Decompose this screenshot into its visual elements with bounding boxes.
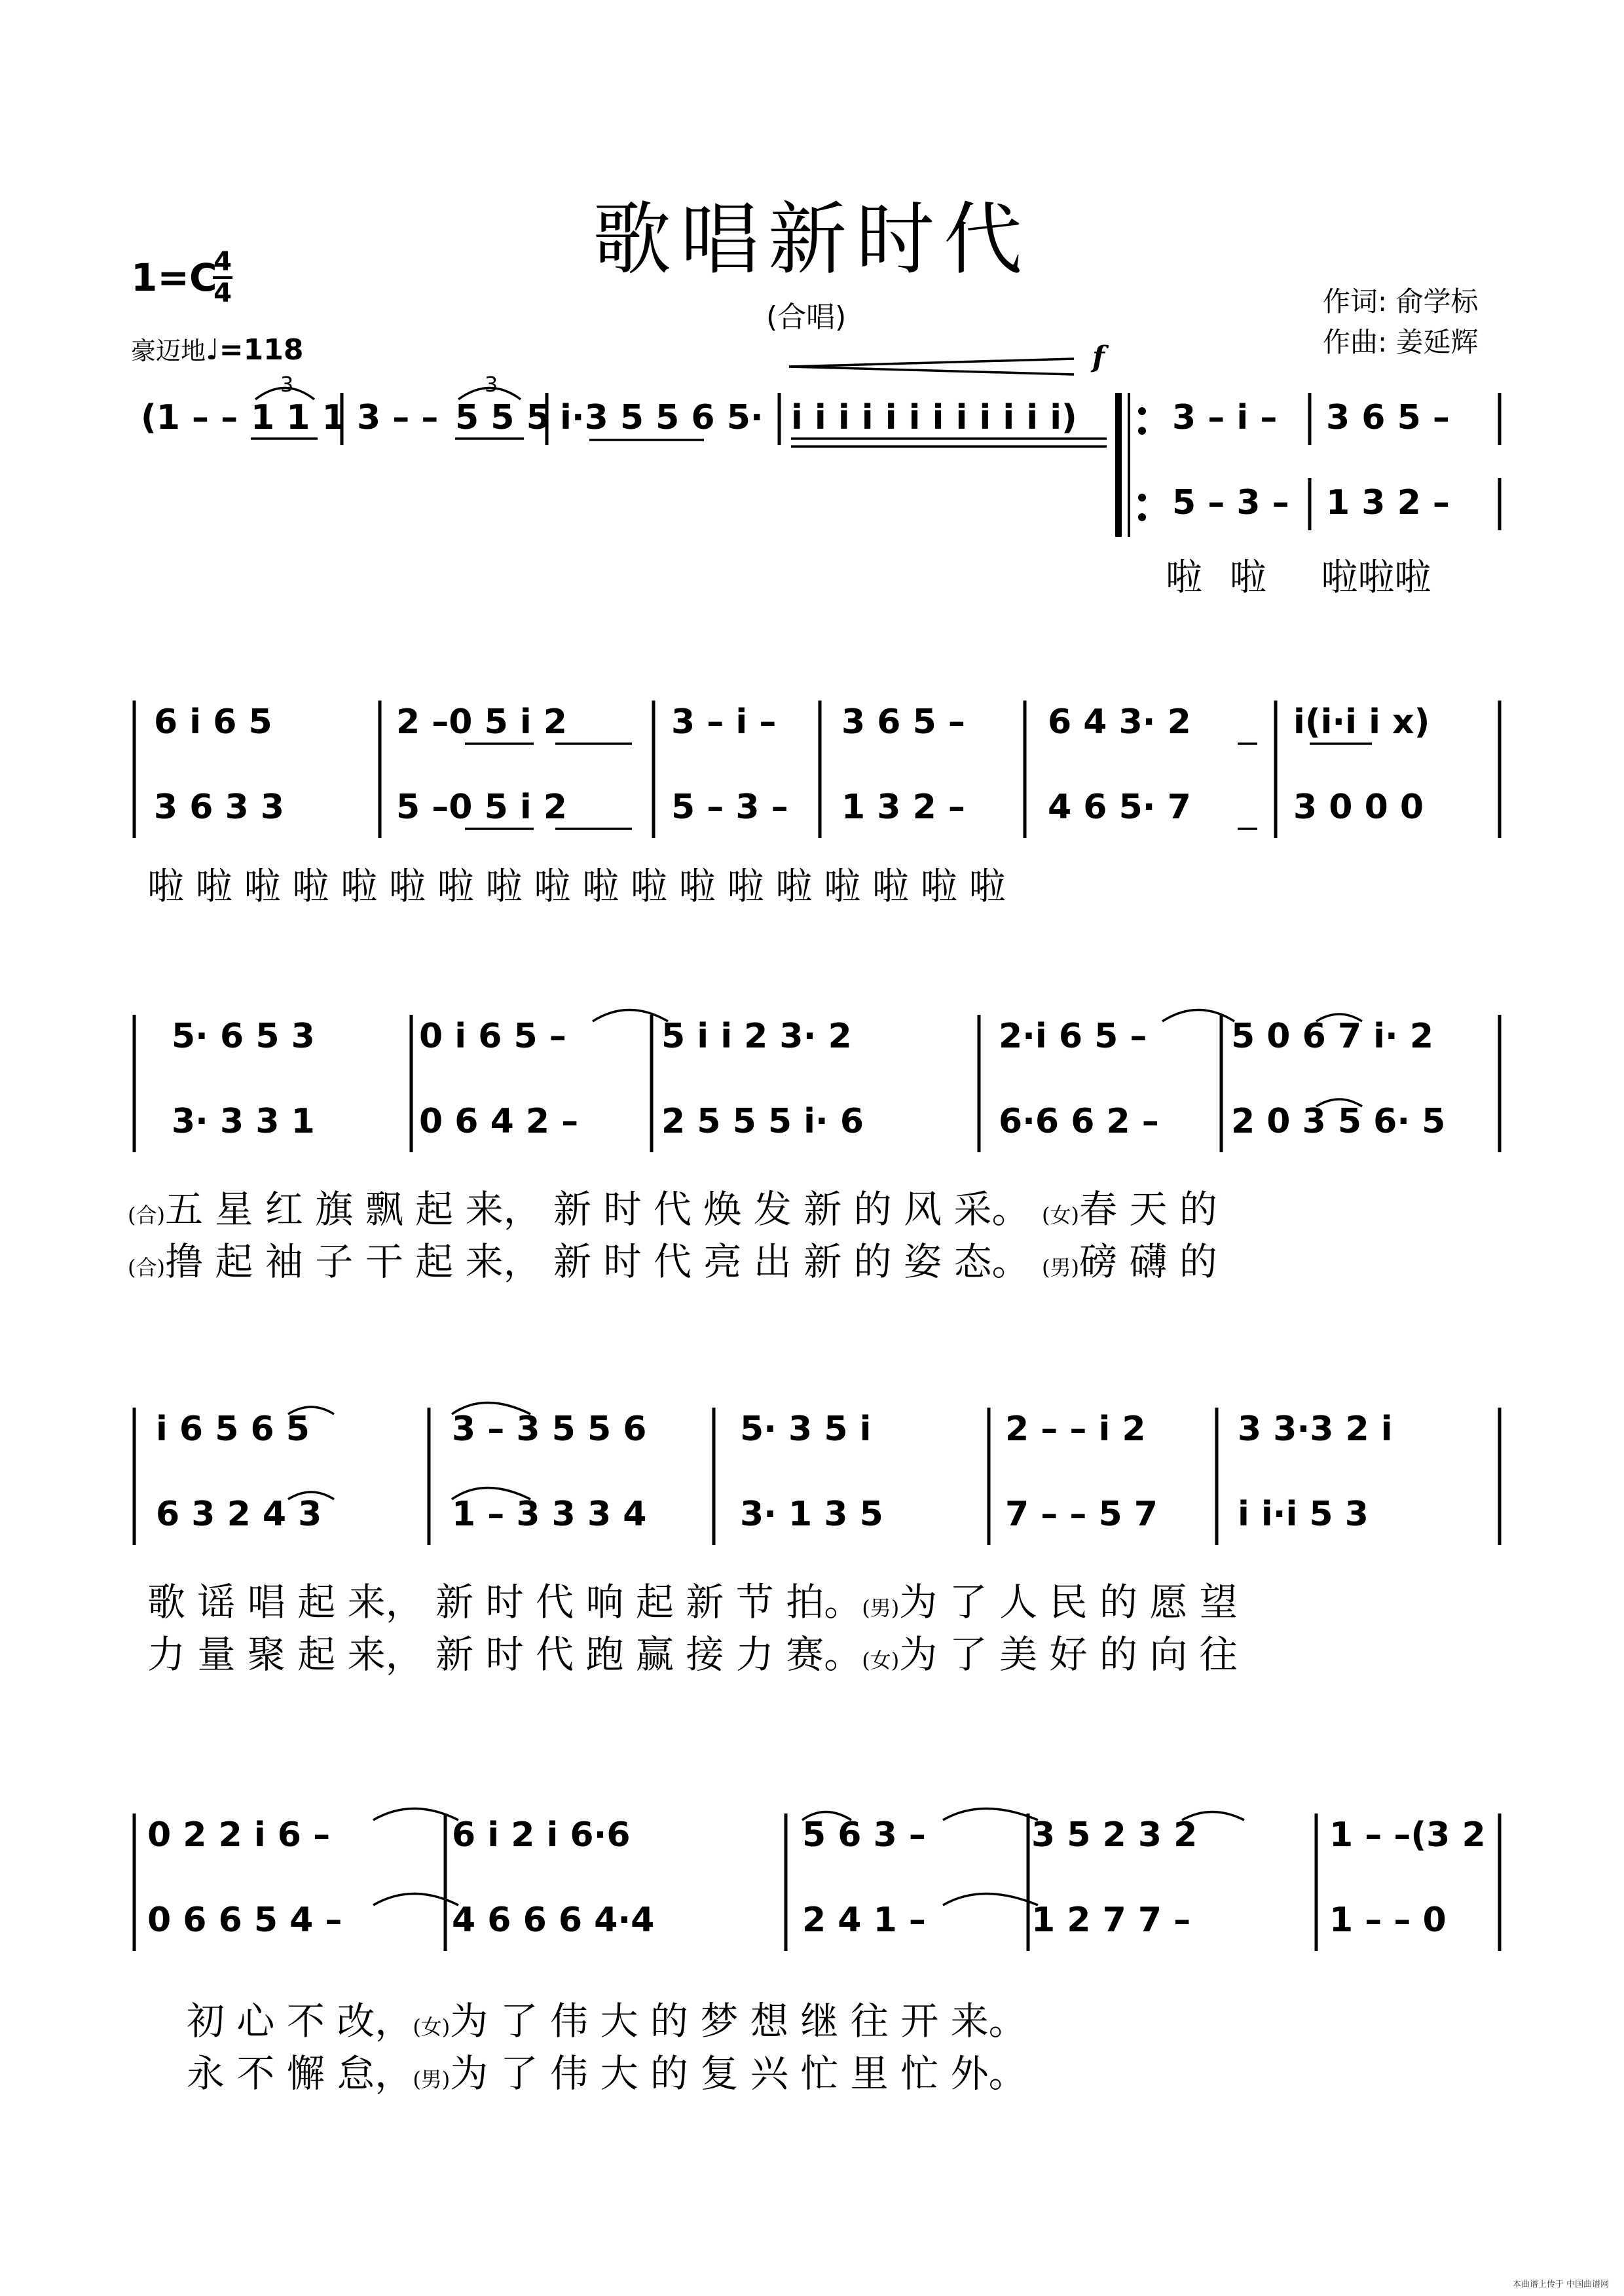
tempo-value: =118 <box>219 333 304 367</box>
system-3 <box>0 995 1624 1178</box>
svg-text:7 – – 5 7: 7 – – 5 7 <box>1005 1495 1158 1534</box>
svg-text:3: 3 <box>485 372 498 397</box>
lyrics-row-4b <box>147 1624 1238 1679</box>
svg-text:4 6 6 6 4·4: 4 6 6 6 4·4 <box>452 1901 655 1940</box>
time-bottom: 4 <box>213 278 232 308</box>
system-5 <box>0 1794 1624 1977</box>
page-title: 歌唱新时代 <box>593 194 1031 285</box>
svg-text:1 1 1: 1 1 1 <box>251 398 346 437</box>
svg-text:2 –0 5 i 2: 2 –0 5 i 2 <box>396 702 567 742</box>
lyric-syllable: 啦 <box>1229 556 1266 599</box>
lyric-line: 初 心 不 改， <box>187 1999 413 2043</box>
voice-tag: (男) <box>862 1595 900 1620</box>
lyrics-row-2: 啦 啦 啦 啦 啦 啦 啦 啦 啦 啦 啦 啦 啦 啦 啦 啦 啦 啦 <box>147 866 1006 908</box>
svg-text:1 – –(3 2: 1 – –(3 2 <box>1329 1815 1486 1855</box>
svg-text:0 2 2 i 6 –: 0 2 2 i 6 – <box>147 1815 331 1855</box>
lyrics-row-1 <box>1166 549 1431 601</box>
svg-text:2·i 6 5 –: 2·i 6 5 – <box>999 1017 1147 1056</box>
voice-tag: (合) <box>128 1203 165 1228</box>
lyricist-credit: 作词: 俞学标 <box>1323 285 1479 318</box>
svg-text:5 – 3 –: 5 – 3 – <box>671 788 788 827</box>
subtitle: (合唱) <box>766 301 847 334</box>
watermark: 本曲谱上传于 中国曲谱网 <box>1513 2280 1610 2289</box>
svg-text:1 – – 0: 1 – – 0 <box>1329 1901 1447 1940</box>
svg-text:1 2 7 7 –: 1 2 7 7 – <box>1031 1901 1191 1940</box>
composer-credit: 作曲: 姜延辉 <box>1323 326 1479 358</box>
system1-voice-parts <box>1172 393 1500 530</box>
svg-text:5 i i 2 3· 2: 5 i i 2 3· 2 <box>661 1017 852 1056</box>
lyrics-row-4a <box>147 1571 1238 1626</box>
lyric-line: 为 了 人 民 的 愿 望 <box>899 1580 1238 1624</box>
voice-tag: (男) <box>1041 1255 1079 1280</box>
voice-tag: (女) <box>413 2014 451 2039</box>
svg-text:3 6 3 3: 3 6 3 3 <box>154 788 285 827</box>
svg-text:5· 6 5 3: 5· 6 5 3 <box>172 1017 315 1056</box>
svg-text:3 – –: 3 – – <box>357 398 439 437</box>
lyric-line: 春 天 的 <box>1079 1187 1217 1231</box>
key-signature: 1=C <box>131 255 217 300</box>
lyric-line: 撸 起 袖 子 干 起 来， 新 时 代 亮 出 新 的 姿 态。 <box>164 1239 1030 1284</box>
voice-tag: (合) <box>128 1255 165 1280</box>
quarter-note-icon: ♩ <box>206 333 219 367</box>
dynamic-forte: f <box>1092 340 1105 374</box>
lyrics-row-5a <box>187 1990 1027 2045</box>
lyric-syllable: 啦 <box>1321 556 1358 599</box>
voice-tag: (女) <box>1041 1203 1079 1228</box>
svg-text:6·6 6 2 –: 6·6 6 2 – <box>999 1102 1159 1141</box>
lyric-line: 为 了 美 好 的 向 往 <box>899 1632 1238 1677</box>
voice-tag: (女) <box>862 1648 900 1673</box>
svg-text:5· 3 5 i: 5· 3 5 i <box>740 1410 872 1449</box>
svg-text:0 6 6 5 4 –: 0 6 6 5 4 – <box>147 1901 342 1940</box>
svg-text:0 6 4 2 –: 0 6 4 2 – <box>419 1102 579 1141</box>
svg-text:5 0 6 7 i· 2: 5 0 6 7 i· 2 <box>1231 1017 1434 1056</box>
svg-text:3: 3 <box>280 372 294 397</box>
time-top: 4 <box>213 247 232 277</box>
tempo-style: 豪迈地 <box>131 337 206 365</box>
lyric-line: 永 不 懈 怠， <box>187 2051 413 2096</box>
lyrics-row-3b <box>128 1231 1217 1286</box>
system-2 <box>0 681 1624 864</box>
svg-text:i i·i 5 3: i i·i 5 3 <box>1238 1495 1369 1534</box>
svg-text:5 –0 5 i 2: 5 –0 5 i 2 <box>396 788 567 827</box>
svg-text:3· 1 3 5: 3· 1 3 5 <box>740 1495 883 1534</box>
lyric-line: 力 量 聚 起 来， 新 时 代 跑 赢 接 力 赛。 <box>147 1632 862 1677</box>
svg-text:3 6 5 –: 3 6 5 – <box>841 702 965 742</box>
svg-text:i(i·i i x): i(i·i i x) <box>1293 702 1430 742</box>
svg-text:1 3 2 –: 1 3 2 – <box>841 788 965 827</box>
svg-text:1 3 2 –: 1 3 2 – <box>1326 483 1450 522</box>
svg-text:i·3 5 5 6 5·: i·3 5 5 6 5· <box>560 398 764 437</box>
repeat-start <box>1118 393 1146 537</box>
svg-text:6 i 6 5: 6 i 6 5 <box>154 702 272 742</box>
svg-text:i 6 5 6 5: i 6 5 6 5 <box>156 1410 310 1449</box>
svg-text:3 6 5 –: 3 6 5 – <box>1326 398 1450 437</box>
svg-text:2 4 1 –: 2 4 1 – <box>802 1901 926 1940</box>
svg-text:3 – i –: 3 – i – <box>1172 398 1278 437</box>
lyric-line: 歌 谣 唱 起 来， 新 时 代 响 起 新 节 拍。 <box>147 1580 862 1624</box>
svg-text:3 0 0 0: 3 0 0 0 <box>1293 788 1424 827</box>
svg-text:2 – – i 2: 2 – – i 2 <box>1005 1410 1146 1449</box>
svg-text:4 6 5· 7: 4 6 5· 7 <box>1048 788 1191 827</box>
svg-text:(1 – –: (1 – – <box>141 398 238 437</box>
system-4 <box>0 1388 1624 1571</box>
lyric-line: 为 了 伟 大 的 复 兴 忙 里 忙 外。 <box>450 2051 1027 2096</box>
lyric-line: 为 了 伟 大 的 梦 想 继 往 开 来。 <box>450 1999 1027 2043</box>
svg-text:2 5 5 5 i· 6: 2 5 5 5 i· 6 <box>661 1102 864 1141</box>
svg-text:0 i 6 5 –: 0 i 6 5 – <box>419 1017 566 1056</box>
svg-text:5 – 3 –: 5 – 3 – <box>1172 483 1289 522</box>
voice-tag: (男) <box>413 2067 451 2092</box>
svg-text:i i i i i i i i i i i i): i i i i i i i i i i i i) <box>791 398 1077 437</box>
lyric-syllable: 啦 <box>1357 556 1395 599</box>
svg-text:5 5 5: 5 5 5 <box>455 398 550 437</box>
lyrics-row-3a <box>128 1178 1217 1233</box>
svg-text:6 4 3· 2: 6 4 3· 2 <box>1048 702 1191 742</box>
lyric-line: 五 星 红 旗 飘 起 来， 新 时 代 焕 发 新 的 风 采。 <box>164 1187 1030 1231</box>
crescendo-hairpin <box>789 359 1074 374</box>
svg-text:2 0 3 5 6· 5: 2 0 3 5 6· 5 <box>1231 1102 1446 1141</box>
lyric-syllable: 啦 <box>1166 556 1202 599</box>
svg-text:3 3·3 2 i: 3 3·3 2 i <box>1238 1410 1393 1449</box>
svg-text:3 5 2 3 2: 3 5 2 3 2 <box>1031 1815 1198 1855</box>
svg-text:5 6 3 –: 5 6 3 – <box>802 1815 926 1855</box>
svg-text:3 – 3 5 5 6: 3 – 3 5 5 6 <box>452 1410 647 1449</box>
svg-text:6 3 2 4 3: 6 3 2 4 3 <box>156 1495 322 1534</box>
lyric-line: 磅 礴 的 <box>1079 1239 1217 1284</box>
lyrics-row-5b <box>187 2043 1027 2098</box>
svg-text:6 i 2 i 6·6: 6 i 2 i 6·6 <box>452 1815 631 1855</box>
system-1 <box>0 0 1624 629</box>
svg-text:1 – 3 3 3 4: 1 – 3 3 3 4 <box>452 1495 647 1534</box>
intro-notes <box>141 372 1107 446</box>
lyric-syllable: 啦 <box>1394 556 1431 599</box>
svg-text:3· 3 3 1: 3· 3 3 1 <box>172 1102 315 1141</box>
svg-text:3 – i –: 3 – i – <box>671 702 777 742</box>
